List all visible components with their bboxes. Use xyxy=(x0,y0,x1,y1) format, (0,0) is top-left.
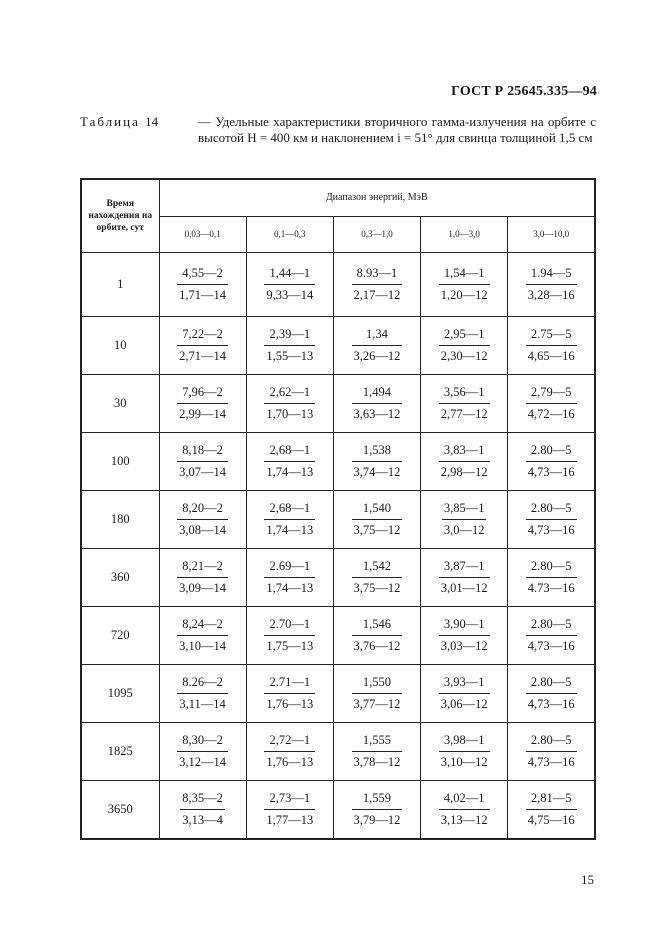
time-column-header: Время нахождения на орбите, сут xyxy=(81,179,159,253)
numerator: 2,39—1 xyxy=(264,327,315,346)
value-cell xyxy=(246,317,333,375)
numerator: 2.69—1 xyxy=(264,559,315,578)
numerator: 2.80—5 xyxy=(526,675,577,694)
energy-range-cell: 0,1—0,3 xyxy=(246,216,333,253)
denominator: 1,76—13 xyxy=(266,754,314,769)
numerator: 2,73—1 xyxy=(264,791,315,810)
fraction-value xyxy=(442,501,487,538)
time-cell: 180 xyxy=(81,491,159,549)
numerator: 3,85—1 xyxy=(442,501,487,520)
denominator: 3,28—16 xyxy=(527,287,575,302)
value-cell xyxy=(333,723,420,781)
denominator: 3,79—12 xyxy=(353,812,401,827)
time-cell: 1 xyxy=(81,253,159,317)
time-cell: 360 xyxy=(81,549,159,607)
fraction-value xyxy=(264,733,315,770)
value-cell xyxy=(246,665,333,723)
denominator: 3,07—14 xyxy=(179,464,227,479)
numerator: 2.80—5 xyxy=(526,733,577,752)
fraction-value xyxy=(352,733,403,770)
fraction-value xyxy=(177,559,228,596)
value-cell xyxy=(246,253,333,317)
numerator: 2,72—1 xyxy=(264,733,315,752)
numerator: 2,81—5 xyxy=(526,791,577,810)
denominator: 2,71—14 xyxy=(179,348,227,363)
denominator: 3,09—14 xyxy=(179,580,227,595)
denominator: 2,30—12 xyxy=(440,348,488,363)
denominator: 1,20—12 xyxy=(440,287,488,302)
time-cell: 100 xyxy=(81,433,159,491)
denominator: 4,73—16 xyxy=(527,754,575,769)
denominator: 1,77—13 xyxy=(266,812,314,827)
numerator: 7,22—2 xyxy=(177,327,228,346)
numerator: 4,02—1 xyxy=(439,791,490,810)
fraction-value xyxy=(264,791,315,828)
numerator: 8,24—2 xyxy=(177,617,228,636)
numerator: 1,542 xyxy=(352,559,403,578)
time-cell: 1095 xyxy=(81,665,159,723)
fraction-value xyxy=(526,791,577,828)
fraction-value xyxy=(526,443,577,480)
fraction-value xyxy=(264,501,315,538)
denominator: 1,74—13 xyxy=(266,464,314,479)
denominator: 1,76—13 xyxy=(266,696,314,711)
numerator: 2.80—5 xyxy=(526,559,577,578)
table-row xyxy=(81,253,595,317)
value-cell xyxy=(421,781,508,840)
numerator: 4,55—2 xyxy=(177,266,228,285)
numerator: 8.26—2 xyxy=(177,675,227,694)
value-cell xyxy=(159,723,246,781)
denominator: 3,03—12 xyxy=(440,638,488,653)
fraction-value xyxy=(352,791,403,828)
denominator: 3,75—12 xyxy=(353,580,401,595)
value-cell xyxy=(508,317,595,375)
value-cell xyxy=(508,375,595,433)
value-cell xyxy=(508,607,595,665)
denominator: 2,99—14 xyxy=(179,406,227,421)
fraction-value xyxy=(526,266,577,303)
numerator: 1,550 xyxy=(352,675,403,694)
numerator: 2.70—1 xyxy=(264,617,315,636)
denominator: 4,75—16 xyxy=(527,812,575,827)
denominator: 4,73—16 xyxy=(527,522,575,537)
numerator: 2.71—1 xyxy=(264,675,315,694)
numerator: 1,555 xyxy=(352,733,403,752)
fraction-value xyxy=(177,266,228,303)
fraction-value xyxy=(264,266,315,303)
value-cell xyxy=(421,491,508,549)
fraction-value xyxy=(177,501,228,538)
numerator: 1,546 xyxy=(352,617,403,636)
fraction-value xyxy=(439,559,490,596)
numerator: 1,54—1 xyxy=(439,266,490,285)
numerator: 3,83—1 xyxy=(439,443,490,462)
energy-range-cell: 1,0—3,0 xyxy=(421,216,508,253)
time-cell: 30 xyxy=(81,375,159,433)
value-cell xyxy=(159,665,246,723)
fraction-value xyxy=(177,675,227,712)
numerator: 2,95—1 xyxy=(439,327,490,346)
table-caption xyxy=(80,114,596,146)
table-row xyxy=(81,549,595,607)
denominator: 2,77—12 xyxy=(440,406,488,421)
table-row xyxy=(81,665,595,723)
numerator: 2.80—5 xyxy=(526,617,577,636)
caption-label: Таблица 14 xyxy=(80,114,159,129)
numerator: 2,68—1 xyxy=(264,443,315,462)
value-cell xyxy=(333,607,420,665)
value-cell xyxy=(333,549,420,607)
numerator: 8,30—2 xyxy=(177,733,228,752)
value-cell xyxy=(246,607,333,665)
table-row xyxy=(81,317,595,375)
denominator: 9,33—14 xyxy=(266,287,314,302)
fraction-value xyxy=(177,443,228,480)
fraction-value xyxy=(177,385,228,422)
value-cell xyxy=(508,549,595,607)
fraction-value xyxy=(177,327,228,364)
gamma-characteristics-table xyxy=(80,178,596,840)
denominator: 1,55—13 xyxy=(266,348,314,363)
numerator: 1,494 xyxy=(352,385,403,404)
numerator: 8,21—2 xyxy=(177,559,228,578)
numerator: 2.80—5 xyxy=(526,443,577,462)
value-cell xyxy=(333,375,420,433)
numerator: 1,538 xyxy=(352,443,403,462)
value-cell xyxy=(159,375,246,433)
fraction-value xyxy=(526,617,577,654)
energy-range-cell: 0,3—1,0 xyxy=(333,216,420,253)
denominator: 3,13—12 xyxy=(440,812,488,827)
value-cell xyxy=(159,433,246,491)
fraction-value xyxy=(352,617,403,654)
denominator: 3,08—14 xyxy=(179,522,227,537)
fraction-value xyxy=(439,675,490,712)
denominator: 3,06—12 xyxy=(440,696,488,711)
value-cell xyxy=(421,375,508,433)
numerator: 1,44—1 xyxy=(264,266,315,285)
denominator: 3,11—14 xyxy=(179,696,226,711)
value-cell xyxy=(246,433,333,491)
numerator: 8.93—1 xyxy=(352,266,403,285)
fraction-value xyxy=(526,501,577,538)
denominator: 3,10—14 xyxy=(179,638,227,653)
fraction-value xyxy=(264,559,315,596)
denominator: 4,72—16 xyxy=(527,406,575,421)
fraction-value xyxy=(526,559,577,596)
denominator: 3,0—12 xyxy=(443,522,485,537)
time-cell: 720 xyxy=(81,607,159,665)
denominator: 3,77—12 xyxy=(353,696,401,711)
numerator: 3,98—1 xyxy=(439,733,490,752)
fraction-value xyxy=(439,327,490,364)
denominator: 4,73—16 xyxy=(527,464,575,479)
denominator: 3,13—4 xyxy=(182,812,223,827)
numerator: 1,540 xyxy=(352,501,403,520)
denominator: 1,75—13 xyxy=(266,638,314,653)
value-cell xyxy=(246,491,333,549)
fraction-value xyxy=(264,327,315,364)
numerator: 3,90—1 xyxy=(439,617,490,636)
value-cell xyxy=(508,665,595,723)
energy-range-header: Диапазон энергий, МэВ xyxy=(159,179,595,216)
energy-range-subheader-row xyxy=(81,216,595,253)
table-row xyxy=(81,375,595,433)
numerator: 1,34 xyxy=(352,327,403,346)
value-cell xyxy=(508,723,595,781)
energy-range-cell: 3,0—10,0 xyxy=(508,216,595,253)
value-cell xyxy=(159,549,246,607)
denominator: 3,63—12 xyxy=(353,406,401,421)
time-cell: 10 xyxy=(81,317,159,375)
time-cell: 3650 xyxy=(81,781,159,840)
table-row xyxy=(81,433,595,491)
fraction-value xyxy=(352,675,403,712)
denominator: 3,78—12 xyxy=(353,754,401,769)
value-cell xyxy=(421,433,508,491)
value-cell xyxy=(159,781,246,840)
caption-text: — Удельные характеристики вторичного гамма-излучения на орбите с высотой H = 400 км и наклонением i = 51° для свинца толщиной 1,5 см xyxy=(198,114,596,145)
numerator: 2,62—1 xyxy=(264,385,315,404)
value-cell xyxy=(333,665,420,723)
value-cell xyxy=(333,317,420,375)
value-cell xyxy=(421,253,508,317)
table-row xyxy=(81,723,595,781)
fraction-value xyxy=(439,733,490,770)
denominator: 1,74—13 xyxy=(266,522,314,537)
fraction-value xyxy=(264,385,315,422)
value-cell xyxy=(421,723,508,781)
fraction-value xyxy=(264,443,315,480)
fraction-value xyxy=(439,385,490,422)
numerator: 3,93—1 xyxy=(439,675,490,694)
numerator: 8,20—2 xyxy=(177,501,228,520)
numerator: 8,35—2 xyxy=(180,791,225,810)
table-row xyxy=(81,781,595,840)
value-cell xyxy=(421,549,508,607)
value-cell xyxy=(421,607,508,665)
value-cell xyxy=(333,781,420,840)
fraction-value xyxy=(439,443,490,480)
value-cell xyxy=(246,375,333,433)
value-cell xyxy=(159,317,246,375)
numerator: 8,18—2 xyxy=(177,443,228,462)
document-header: ГОСТ Р 25645.335—94 xyxy=(451,84,597,99)
denominator: 3,76—12 xyxy=(353,638,401,653)
fraction-value xyxy=(264,675,315,712)
fraction-value xyxy=(264,617,315,654)
value-cell xyxy=(246,781,333,840)
denominator: 3,74—12 xyxy=(353,464,401,479)
time-cell: 1825 xyxy=(81,723,159,781)
value-cell xyxy=(333,433,420,491)
denominator: 1,70—13 xyxy=(266,406,314,421)
fraction-value xyxy=(352,266,403,303)
denominator: 4,73—16 xyxy=(527,638,575,653)
numerator: 2,79—5 xyxy=(526,385,577,404)
value-cell xyxy=(159,253,246,317)
table-row xyxy=(81,491,595,549)
numerator: 1.94—5 xyxy=(526,266,577,285)
fraction-value xyxy=(526,327,577,364)
value-cell xyxy=(159,607,246,665)
value-cell xyxy=(246,549,333,607)
value-cell xyxy=(421,665,508,723)
value-cell xyxy=(508,253,595,317)
numerator: 2.75—5 xyxy=(526,327,577,346)
denominator: 1,71—14 xyxy=(179,287,227,302)
numerator: 7,96—2 xyxy=(177,385,228,404)
denominator: 3,10—12 xyxy=(440,754,488,769)
fraction-value xyxy=(439,266,490,303)
numerator: 2,68—1 xyxy=(264,501,315,520)
value-cell xyxy=(421,317,508,375)
value-cell xyxy=(246,723,333,781)
numerator: 3,56—1 xyxy=(439,385,490,404)
fraction-value xyxy=(177,733,228,770)
value-cell xyxy=(333,491,420,549)
table-row xyxy=(81,607,595,665)
denominator: 3,75—12 xyxy=(353,522,401,537)
numerator: 3,87—1 xyxy=(439,559,490,578)
fraction-value xyxy=(352,559,403,596)
denominator: 4,73—16 xyxy=(527,696,575,711)
fraction-value xyxy=(439,791,490,828)
denominator: 4,65—16 xyxy=(527,348,575,363)
denominator: 2,98—12 xyxy=(440,464,488,479)
numerator: 2.80—5 xyxy=(526,501,577,520)
value-cell xyxy=(508,433,595,491)
numerator: 1,559 xyxy=(352,791,403,810)
denominator: 3,01—12 xyxy=(440,580,488,595)
fraction-value xyxy=(526,733,577,770)
fraction-value xyxy=(177,617,228,654)
energy-range-cell: 0,03—0,1 xyxy=(159,216,246,253)
denominator: 4.73—16 xyxy=(527,580,575,595)
denominator: 3,12—14 xyxy=(179,754,227,769)
fraction-value xyxy=(352,443,403,480)
fraction-value xyxy=(526,675,577,712)
denominator: 3,26—12 xyxy=(353,348,401,363)
denominator: 1,74—13 xyxy=(266,580,314,595)
page-number: 15 xyxy=(581,872,594,887)
fraction-value xyxy=(180,791,225,828)
value-cell xyxy=(333,253,420,317)
value-cell xyxy=(508,491,595,549)
fraction-value xyxy=(352,501,403,538)
denominator: 2,17—12 xyxy=(353,287,401,302)
fraction-value xyxy=(352,327,403,364)
fraction-value xyxy=(526,385,577,422)
fraction-value xyxy=(352,385,403,422)
value-cell xyxy=(159,491,246,549)
value-cell xyxy=(508,781,595,840)
fraction-value xyxy=(439,617,490,654)
